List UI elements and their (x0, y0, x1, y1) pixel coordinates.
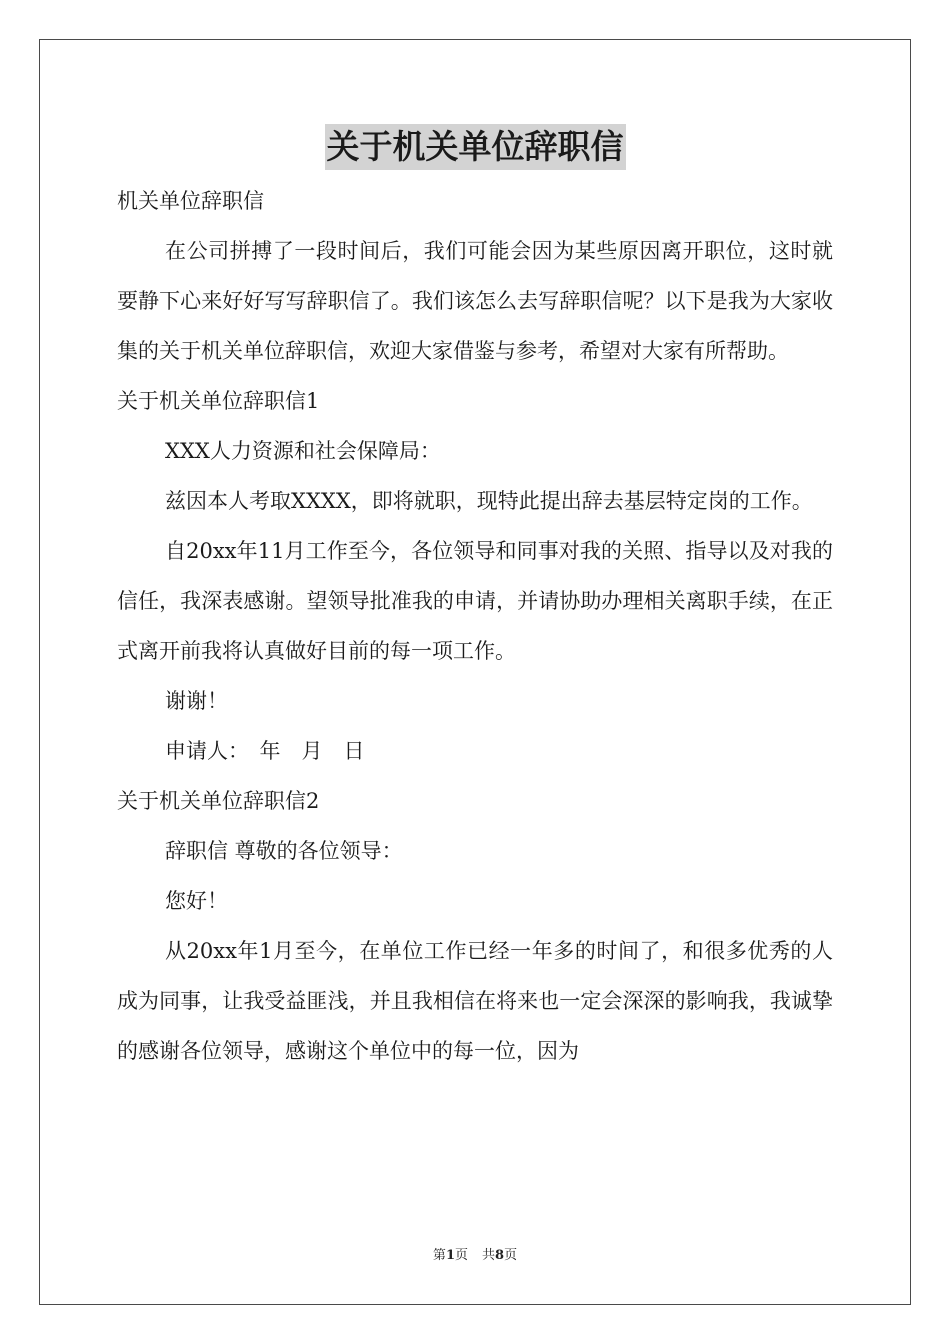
page-total: 8 (495, 1248, 505, 1263)
paragraph: 自20xx年11月工作至今，各位领导和同事对我的关照、指导以及对我的信任，我深表感谢。望领导批准我的申请，并请协助办理相关离职手续，在正式离开前我将认真做好目前的每一项工作。 (117, 539, 833, 663)
signature-line: 申请人： 年 月 日 (165, 739, 365, 763)
document-title: 关于机关单位辞职信 (325, 124, 626, 170)
paragraph: XXX人力资源和社会保障局： (165, 439, 441, 463)
page-suffix: 页 (454, 1248, 468, 1263)
paragraph: 您好！ (165, 889, 228, 913)
paragraph: 辞职信 尊敬的各位领导： (165, 839, 403, 863)
title-wrap (0, 124, 950, 170)
paragraph: 谢谢！ (165, 689, 228, 713)
total-prefix: 共 (482, 1248, 496, 1263)
paragraph: 兹因本人考取XXXX，即将就职，现特此提出辞去基层特定岗的工作。 (165, 489, 813, 513)
section-heading: 关于机关单位辞职信1 (117, 389, 320, 413)
paragraph: 机关单位辞职信 (117, 189, 264, 213)
section-heading: 关于机关单位辞职信2 (117, 789, 320, 813)
page-current: 1 (445, 1248, 455, 1263)
page-footer (0, 1246, 950, 1266)
page-prefix: 第 (432, 1248, 446, 1263)
paragraph: 从20xx年1月至今，在单位工作已经一年多的时间了，和很多优秀的人成为同事，让我受益匪浅，并且我相信在将来也一定会深深的影响我，我诚挚的感谢各位领导，感谢这个单位中的每一位，因为 (117, 939, 833, 1063)
total-suffix: 页 (504, 1248, 518, 1263)
document-body (117, 176, 833, 1076)
paragraph: 在公司拼搏了一段时间后，我们可能会因为某些原因离开职位，这时就要静下心来好好写写辞职信了。我们该怎么去写辞职信呢？以下是我为大家收集的关于机关单位辞职信，欢迎大家借鉴与参考，希望对大家有所帮助。 (117, 239, 833, 363)
